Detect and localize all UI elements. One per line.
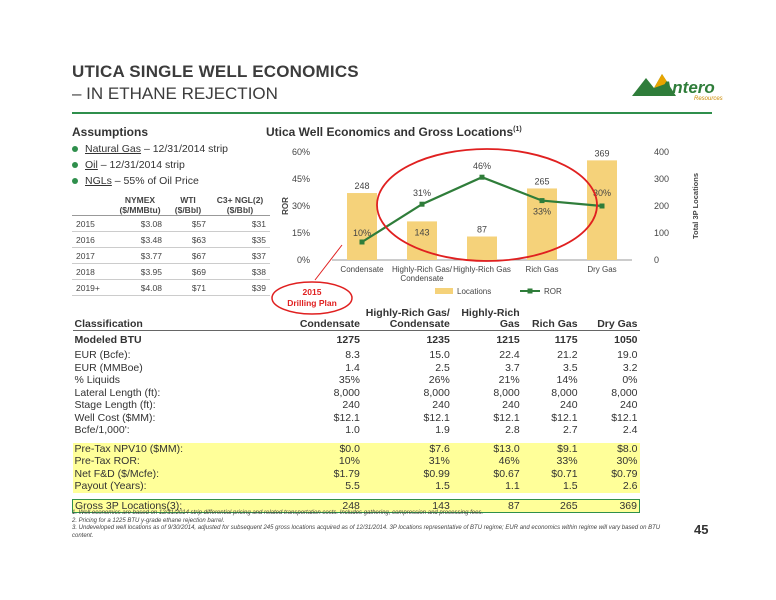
- table-header-row: [72, 195, 270, 216]
- table-cell: $1.79: [262, 468, 362, 481]
- page-subtitle: – IN ETHANE REJECTION: [72, 84, 278, 103]
- list-item: [72, 173, 228, 189]
- table-cell: 31%: [362, 455, 452, 468]
- table-cell: Stage Length (ft):: [74, 399, 156, 411]
- y-tick-label: 60%: [291, 147, 310, 157]
- bullet-text: – 12/31/2014 strip: [97, 159, 185, 171]
- table-row: [73, 374, 640, 387]
- ror-point: [420, 202, 425, 207]
- drilling-plan-label: Drilling Plan: [287, 298, 337, 308]
- table-header-row: [73, 306, 640, 331]
- ror-label: 31%: [412, 188, 432, 199]
- table-cell: 2017: [72, 248, 114, 264]
- chart-title: [266, 125, 522, 139]
- table-cell: $3.95: [114, 264, 166, 280]
- x-tick-label: Condensate: [340, 265, 384, 274]
- table-row: [73, 331, 640, 350]
- table-cell: 240: [560, 399, 578, 411]
- bullet-label: Natural Gas: [85, 143, 142, 155]
- table-cell: 33%: [522, 455, 580, 468]
- ror-label: 46%: [472, 161, 492, 172]
- table-cell: Well Cost ($MM):: [74, 411, 156, 424]
- table-cell: 2019+: [72, 280, 114, 296]
- table-cell: $7.6: [362, 443, 452, 456]
- list-item: [72, 157, 228, 173]
- x-tick-label: Highly-Rich Gas/ Condensate: [391, 265, 453, 283]
- table-cell: 5.5: [262, 480, 362, 493]
- footnote: 1. Well economics are based on 12/31/2014 strip differential pricing and related transportation costs. Includes gathering, compression and processing fees.: [72, 510, 484, 516]
- table-cell: 22.4: [499, 349, 520, 361]
- table-cell: 8,000: [333, 386, 360, 399]
- table-cell: 3.7: [505, 361, 520, 374]
- table-cell: EUR (MMBoe): [74, 361, 143, 374]
- y-tick-label: 45%: [291, 174, 310, 184]
- table-cell: $13.0: [452, 443, 522, 456]
- table-cell: $12.1: [551, 411, 578, 424]
- table-cell: Pre-Tax NPV10 ($MM):: [73, 443, 263, 456]
- column-header: NYMEX ($/MMBtu): [114, 195, 166, 216]
- table-cell: $8.0: [580, 443, 640, 456]
- table-cell: 1235: [426, 334, 450, 346]
- y2-tick-label: 0: [654, 255, 660, 265]
- bullet-label: Oil: [85, 159, 98, 171]
- y2-tick-label: 100: [654, 228, 670, 238]
- table-cell: 46%: [452, 455, 522, 468]
- bar-label: 248: [354, 181, 370, 192]
- bullet-icon: [72, 146, 78, 152]
- y-tick-label: 15%: [291, 228, 310, 238]
- ror-point: [360, 240, 365, 245]
- table-row: [73, 443, 640, 456]
- x-tick-label: Highly-Rich Gas: [453, 265, 511, 274]
- table-cell: 3.5: [562, 361, 578, 374]
- table-cell: 1.5: [362, 480, 452, 493]
- table-cell: 1.4: [345, 361, 360, 374]
- table-cell: 26%: [428, 374, 450, 386]
- table-cell: 10%: [262, 455, 362, 468]
- table-row: [73, 387, 640, 400]
- legend-swatch-locations: [435, 288, 453, 294]
- legend-label: ROR: [544, 287, 562, 296]
- table-row: [73, 468, 640, 481]
- ror-point: [480, 175, 485, 180]
- list-item: [72, 141, 228, 157]
- chart-title-footnote: (1): [513, 126, 522, 133]
- column-header: WTI ($/Bbl): [166, 195, 210, 216]
- table-cell: 14%: [556, 374, 578, 386]
- y2-axis-label: Total 3P Locations: [691, 173, 700, 239]
- table-cell: 2.7: [562, 424, 578, 436]
- well-economics-chart: [270, 140, 710, 300]
- table-cell: 240: [342, 399, 360, 411]
- ror-label: 10%: [352, 228, 372, 238]
- logo-subtext: Resources: [694, 96, 723, 102]
- column-header: Dry Gas: [580, 306, 640, 331]
- table-cell: $69: [166, 264, 210, 280]
- table-cell: $67: [166, 248, 210, 264]
- table-cell: 8,000: [423, 386, 450, 399]
- table-cell: 3.2: [622, 361, 638, 374]
- table-cell: Net F&D ($/Mcfe):: [73, 468, 263, 481]
- table-cell: 265: [522, 499, 580, 513]
- table-cell: $0.67: [452, 468, 522, 481]
- bar: [587, 160, 617, 260]
- table-cell: 21.2: [557, 349, 578, 361]
- table-row: [72, 216, 270, 232]
- table-cell: 1275: [336, 334, 360, 346]
- table-row: [73, 412, 640, 425]
- footnote: 2. Pricing for a 1225 BTU y-grade ethane rejection barrel.: [72, 517, 225, 524]
- bar: [347, 193, 377, 260]
- drilling-plan-year: 2015: [302, 287, 322, 297]
- table-cell: % Liquids: [74, 374, 121, 386]
- table-cell: $0.79: [580, 468, 640, 481]
- table-cell: Pre-Tax ROR:: [73, 455, 263, 468]
- bullet-text: – 55% of Oil Price: [111, 175, 199, 187]
- table-cell: $0.71: [522, 468, 580, 481]
- bar-label: 87: [476, 224, 488, 235]
- table-cell: 369: [580, 499, 640, 513]
- table-row: [73, 424, 640, 437]
- table-cell: Lateral Length (ft):: [74, 386, 161, 399]
- table-cell: 8.3: [345, 349, 360, 361]
- table-cell: Bcfe/1,000':: [74, 424, 130, 436]
- table-cell: 1175: [554, 334, 578, 346]
- assumptions-heading: Assumptions: [72, 125, 149, 139]
- table-cell: 2.8: [505, 424, 520, 436]
- table-cell: $12.1: [493, 411, 520, 424]
- table-cell: 240: [502, 399, 520, 411]
- bullet-icon: [72, 178, 78, 184]
- table-cell: 1.5: [522, 480, 580, 493]
- y-tick-label: 30%: [291, 201, 310, 211]
- bar: [467, 237, 497, 260]
- ror-label: 30%: [592, 188, 612, 198]
- bullet-icon: [72, 162, 78, 168]
- ror-label: 33%: [532, 206, 552, 217]
- bar-label: 265: [534, 176, 550, 187]
- table-cell: 2015: [72, 216, 114, 232]
- table-cell: 35%: [338, 374, 360, 386]
- table-cell: Modeled BTU: [74, 334, 142, 346]
- table-row: [72, 280, 270, 296]
- table-cell: 8,000: [611, 386, 638, 399]
- table-cell: $31: [210, 216, 270, 232]
- table-row: [72, 264, 270, 280]
- table-cell: 2.6: [580, 480, 640, 493]
- column-header: Classification: [73, 306, 263, 331]
- table-cell: 143: [362, 499, 452, 513]
- table-cell: $4.08: [114, 280, 166, 296]
- table-cell: $3.48: [114, 232, 166, 248]
- table-cell: $9.1: [522, 443, 580, 456]
- table-cell: 8,000: [551, 386, 578, 399]
- table-cell: 2.4: [622, 424, 638, 436]
- table-cell: 1.0: [345, 424, 360, 436]
- column-header: Highly-Rich Gas: [452, 306, 522, 331]
- table-row: [73, 362, 640, 375]
- table-cell: $39: [210, 280, 270, 296]
- table-cell: EUR (Bcfe):: [74, 349, 131, 361]
- table-row: [72, 232, 270, 248]
- column-header: Rich Gas: [522, 306, 580, 331]
- table-cell: 1.9: [435, 424, 450, 436]
- table-cell: 2.5: [435, 361, 450, 374]
- table-row: [73, 349, 640, 362]
- x-tick-label: Rich Gas: [525, 265, 559, 274]
- table-cell: 1050: [614, 334, 638, 346]
- table-cell: 0%: [622, 374, 638, 386]
- page-number: 45: [694, 522, 709, 537]
- y-axis-label: ROR: [281, 197, 290, 215]
- x-tick-label: Dry Gas: [587, 265, 617, 274]
- table-cell: $12.1: [423, 411, 450, 424]
- y2-tick-label: 200: [654, 201, 670, 211]
- table-cell: $57: [166, 216, 210, 232]
- table-cell: $71: [166, 280, 210, 296]
- bar-label: 369: [594, 148, 610, 159]
- table-cell: $12.1: [333, 411, 360, 424]
- page-title: UTICA SINGLE WELL ECONOMICS: [72, 62, 359, 81]
- bullet-label: NGLs: [85, 175, 112, 187]
- table-cell: $3.08: [114, 216, 166, 232]
- table-cell: 87: [452, 499, 522, 513]
- table-cell: 1.1: [452, 480, 522, 493]
- table-cell: $37: [210, 248, 270, 264]
- table-cell: Gross 3P Locations(3):: [73, 499, 263, 513]
- table-row: [73, 455, 640, 468]
- y2-tick-label: 300: [654, 174, 670, 184]
- table-cell: $38: [210, 264, 270, 280]
- table-row: [73, 399, 640, 412]
- table-row: [73, 480, 640, 493]
- table-cell: 8,000: [493, 386, 520, 399]
- column-header: C3+ NGL(2) ($/Bbl): [210, 195, 270, 216]
- table-cell: Payout (Years):: [73, 480, 263, 493]
- legend-label: Locations: [457, 287, 492, 296]
- table-cell: $0.99: [362, 468, 452, 481]
- table-cell: $12.1: [611, 411, 638, 424]
- y-tick-label: 0%: [296, 255, 310, 265]
- table-cell: $0.0: [262, 443, 362, 456]
- table-cell: 248: [262, 499, 362, 513]
- price-table: [72, 195, 270, 296]
- column-header: Highly-Rich Gas/ Condensate: [362, 306, 452, 331]
- table-cell: 240: [619, 399, 638, 411]
- title-divider: [72, 112, 712, 114]
- callout-connector: [315, 245, 342, 280]
- table-cell: 2016: [72, 232, 114, 248]
- ror-point: [600, 204, 605, 209]
- bar-label: 143: [414, 227, 430, 238]
- footnotes: [72, 510, 672, 540]
- table-cell: 21%: [498, 374, 520, 386]
- footnote: 3. Undeveloped well locations as of 9/30/2014, adjusted for subsequent 245 gross locations acquired as of 12/31/2014. 3P locations representative of BTU regime; EUR and economics within regime will vary based on BTU content.: [72, 525, 661, 539]
- table-cell: 19.0: [617, 349, 638, 361]
- table-cell: 15.0: [429, 349, 450, 361]
- table-cell: 1215: [496, 334, 520, 346]
- chart-title-text: Utica Well Economics and Gross Locations: [266, 125, 514, 139]
- column-header: Condensate: [262, 306, 362, 331]
- column-header: [72, 195, 114, 216]
- table-cell: 2018: [72, 264, 114, 280]
- table-row: [72, 248, 270, 264]
- table-cell: $35: [210, 232, 270, 248]
- bullet-text: – 12/31/2014 strip: [141, 143, 229, 155]
- logo-text: Antero: [660, 78, 715, 97]
- table-cell: 240: [432, 399, 450, 411]
- ror-point: [540, 198, 545, 203]
- assumptions-list: [72, 141, 228, 189]
- economics-table: [72, 306, 640, 513]
- table-cell: $63: [166, 232, 210, 248]
- legend-marker-ror: [528, 289, 533, 294]
- table-cell: 30%: [580, 455, 640, 468]
- y2-tick-label: 400: [654, 147, 670, 157]
- table-cell: $3.77: [114, 248, 166, 264]
